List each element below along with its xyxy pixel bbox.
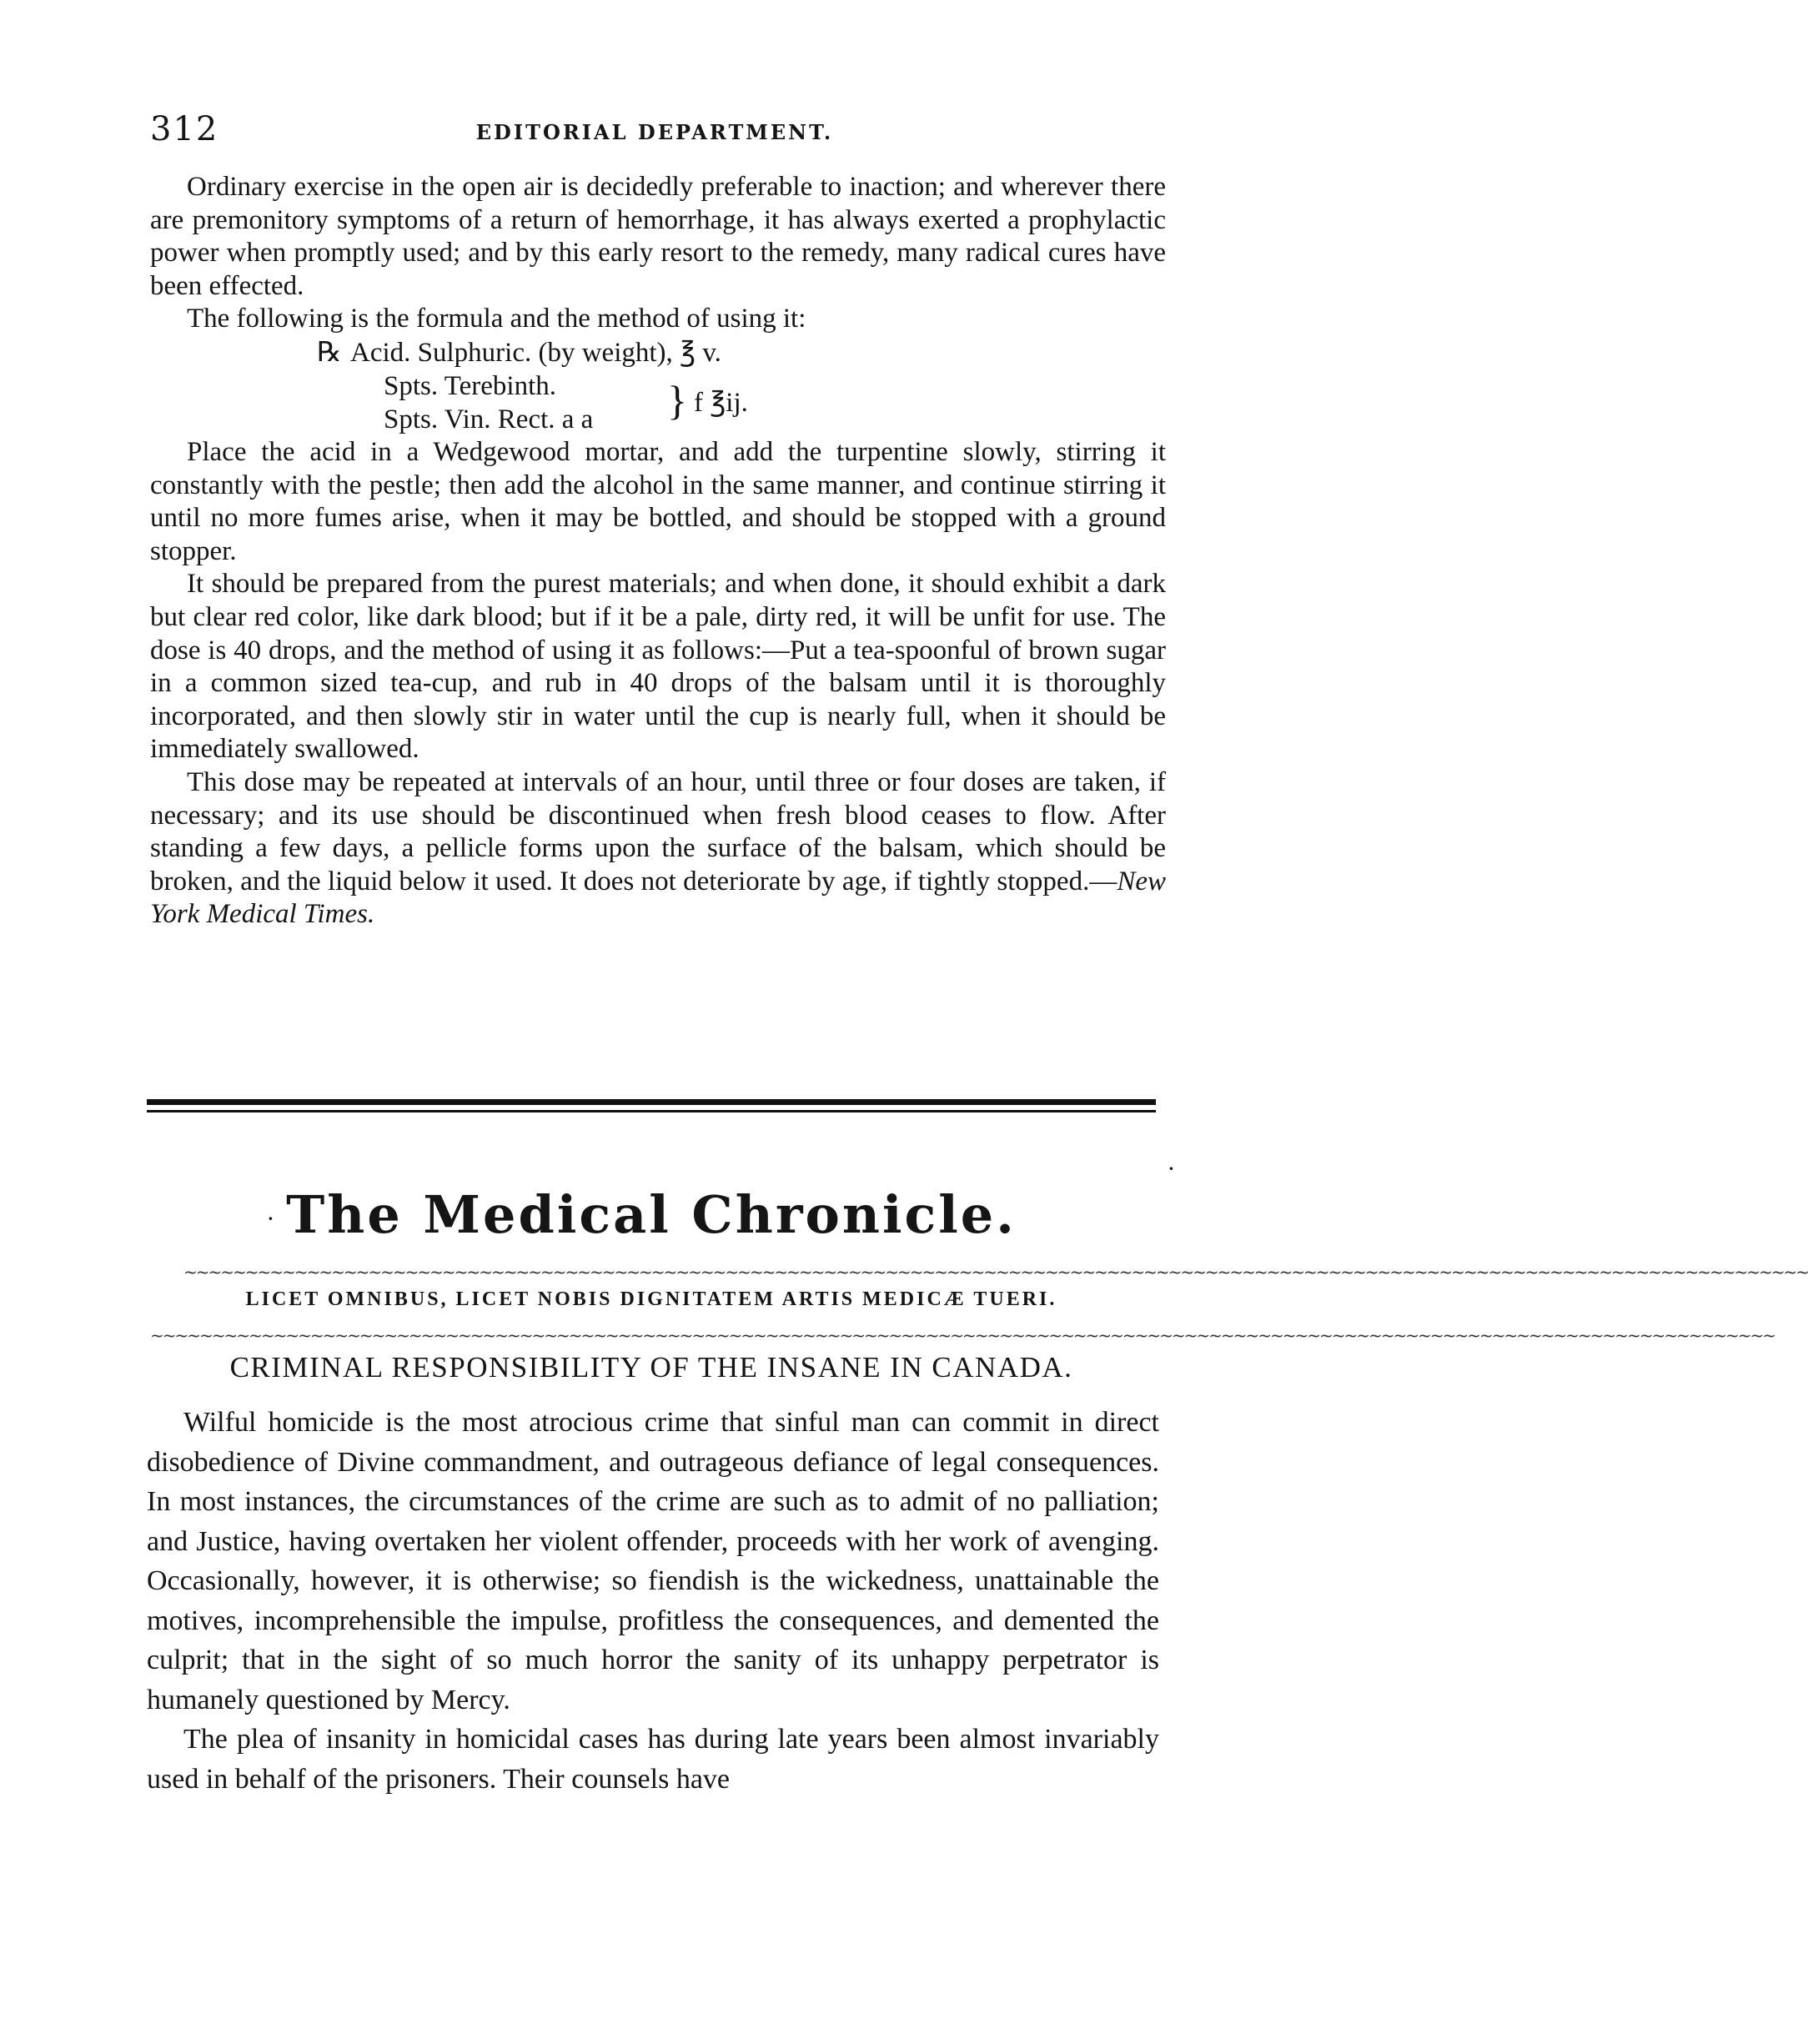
article-title: CRIMINAL RESPONSIBILITY OF THE INSANE IN CANADA. — [229, 1351, 1073, 1384]
running-head: EDITORIAL DEPARTMENT. — [475, 120, 834, 144]
paragraph-usage: It should be prepared from the purest materials; and when done, it should exhibit a dark but clear red color, like dark blood; but if it be a pale, dirty red, it will be unfit for use. The dose is 40 drops, and the method of using it as follows:—Put a tea-spoonful of brown sugar in a common sized tea-cup, and rub in 40 drops of the balsam until it is thoroughly incorporated, and then slowly stir in water until the cup is nearly full, when it should be immediately swallowed. — [150, 569, 1166, 765]
paragraph-homicide: Wilful homicide is the most atrocious crime that sinful man can commit in direct disobedience of Divine commandment, and outrageous defiance of legal consequences. In most instances, the circumstances of the crime are such as to admit of no palliation; and Justice, having overtaken her violent offender, proceeds with her work of avenging. Occasionally, however, it is otherwise; so fiendish is the wickedness, unattainable the motives, incomprehensible the impulse, profitless the consequences, and demented the culprit; that in the sight of so much horror the sanity of its unhappy perpetrator is humanely questioned by Mercy. — [147, 1407, 1159, 1715]
paragraph-insanity-plea: The plea of insanity in homicidal cases has during late years been almost invariably used in behalf of the prisoners. Their counsels have — [147, 1724, 1159, 1795]
source-citation: New York Medical Times. — [150, 866, 1166, 930]
section-masthead: The Medical Chronicle. — [286, 1184, 1017, 1245]
page-number: 312 — [150, 110, 219, 148]
paragraph-repeat-text: This dose may be repeated at intervals of an hour, until three or four doses are taken, if necessary; and its use should be discontinued when fresh blood ceases to flow. After standing a few days, a pellicle forms upon the surface of the balsam, which should be broken, and the liquid below it used. It does not deteriorate by age, if tightly stopped.— — [150, 766, 1166, 896]
article-body — [147, 1403, 1159, 1799]
formula-line-spirits: Spts. Vin. Rect. a a — [384, 404, 594, 434]
formula-line-terebinth: Spts. Terebinth. — [384, 370, 556, 401]
formula-brace: } — [667, 376, 687, 424]
ornamental-rule-top: ~~~~~~~~~~~~~~~~~~~~~~~~~~~~~~~~~~~~~~~~~~~~~~~~~~~~~~~~~~~~~~~~~~~~~~~~~~~~~~~~~~~~~~~~~~~~~~~~~~~~~~~~~~~~~~~~~~~~~~~~~~~~~~~~~~~~ — [183, 1262, 1808, 1282]
article-continuation — [150, 171, 1166, 932]
section-motto: LICET OMNIBUS, LICET NOBIS DIGNITATEM ARTIS MEDICÆ TUERI. — [245, 1288, 1057, 1310]
stray-mark: · — [1168, 1155, 1175, 1183]
stray-mark: · — [267, 1205, 274, 1233]
paragraph-preparation: Place the acid in a Wedgewood mortar, and add the turpentine slowly, stirring it constantly with the pestle; then add the alcohol in the same manner, and continue stirring it until no more fumes arise, when it may be bottled, and should be stopped with a ground stopper. — [150, 436, 1166, 566]
ornamental-rule-bottom: ~~~~~~~~~~~~~~~~~~~~~~~~~~~~~~~~~~~~~~~~~~~~~~~~~~~~~~~~~~~~~~~~~~~~~~~~~~~~~~~~~~~~~~~~~~~~~~~~~~~~~~~~~~~~~~~~~~~~~~~~~~~~~~~~~~~~ — [150, 1325, 1775, 1345]
formula-block — [150, 336, 1166, 436]
paragraph-repeat — [150, 766, 1166, 932]
section-divider-thin — [147, 1110, 1156, 1112]
recipe-symbol: ℞ — [317, 337, 342, 368]
section-divider-thick — [147, 1099, 1156, 1105]
formula-line-acid: Acid. Sulphuric. (by weight), ℥ v. — [350, 337, 721, 368]
paragraph-exercise: Ordinary exercise in the open air is decidedly preferable to inaction; and wherever there are premonitory symptoms of a return of hemorrhage, it has always exerted a prophylactic power when promptly used; and by this early resort to the remedy, many radical cures have been effected. — [150, 172, 1166, 301]
formula-dose: f ℥ij. — [694, 387, 748, 418]
paragraph-formula-intro: The following is the formula and the method of using it: — [187, 304, 806, 334]
page-header — [150, 110, 1159, 152]
